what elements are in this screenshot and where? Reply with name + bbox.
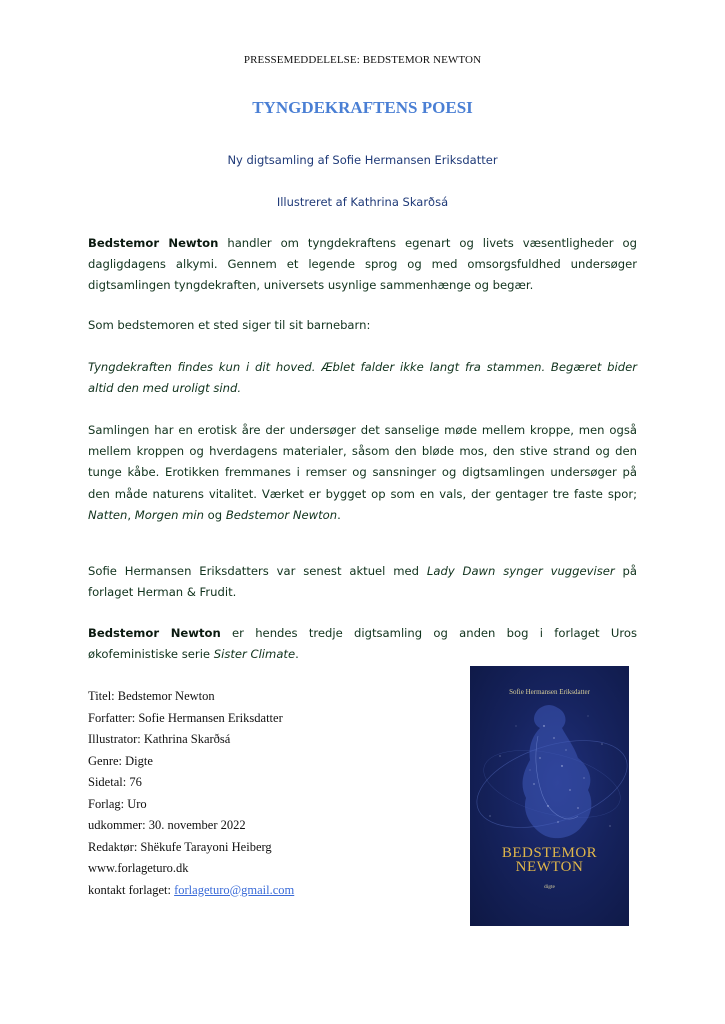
detail-website: www.forlageturo.dk [88,861,189,875]
detail-pages: Sidetal: 76 [88,775,142,789]
paragraph-text: Samlingen har en erotisk åre der undersøger det sanselige møde mellem kroppe, men også mellem kroppen og hverdagens materialer, såsom den bløde mos, den stive strand og den tunge kåbe. Erotikken fremmanes i remser og sansninger og digtsamlingen undersøger på den måde naturens vitalitet. Værket er bygget op som en vals, der gentager tre faste spor; [88,423,637,501]
series-name: Sister Climate [213,647,296,662]
paragraph-erotic [88,420,637,526]
cover-title [470,846,629,874]
book-details [88,686,294,901]
book-cover-image [470,666,629,926]
detail-author: Forfatter: Sofie Hermansen Eriksdatter [88,710,283,725]
contact-email-link[interactable]: forlageturo@gmail.com [174,882,295,897]
paragraph-text: Som bedstemoren et sted siger til sit barnebarn: [88,318,371,332]
detail-genre: Genre: Digte [88,753,153,768]
cover-title-line1: BEDSTEMOR [501,845,598,861]
paragraph-text: Sofie Hermansen Eriksdatters var senest aktuel med [88,564,427,578]
cover-genre: digte [544,884,555,890]
paragraph-series [88,623,637,665]
detail-title: Titel: Bedstemor Newton [88,689,215,703]
paragraph-quote [88,357,637,399]
paragraph-intro [88,233,637,297]
paragraph-text: er hendes tredje digtsamling og anden bog i forlaget Uros økofeministiske serie [88,626,637,662]
contact-label: kontakt forlaget: [88,882,175,897]
book-title-bold: Bedstemor Newton [88,626,221,640]
paragraph-quote-intro [88,315,637,336]
cover-author: Sofie Hermansen Eriksdatter [509,688,590,696]
track-natten: Natten [88,507,128,522]
previous-book-title: Lady Dawn synger vuggeviser [426,564,615,578]
track-morgen-min: Morgen min [134,507,204,522]
separator: , [127,507,135,522]
detail-release-date: udkommer: 30. november 2022 [88,818,246,832]
period: . [337,507,341,522]
detail-editor: Redaktør: Shëkufe Tarayoni Heiberg [88,839,272,854]
period: . [295,647,299,662]
detail-publisher: Forlag: Uro [88,796,147,811]
illustrator-line: Illustreret af Kathrina Skarðsá [276,195,449,209]
quote-text: Tyngdekraften findes kun i dit hoved. Æblet falder ikke langt fra stammen. Begæret bider altid den med uroligt sind. [88,360,637,396]
paragraph-text-end: på forlaget Herman & Frudit. [88,564,637,600]
paragraph-text: handler om tyngdekraftens egenart og livets væsentligheder og dagligdagens alkymi. Gennem et legende sprog og med omsorgsfuldhed undersøger digtsamlingen tyngdekraften, universets usynlige sammenhænge og begær. [88,236,637,293]
subtitle: Ny digtsamling af Sofie Hermansen Eriksdatter [227,153,498,167]
conjunction: og [204,507,226,522]
cover-title-line2: NEWTON [515,859,584,875]
document-header: PRESSEMEDDELELSE: BEDSTEMOR NEWTON [243,54,482,66]
detail-illustrator: Illustrator: Kathrina Skarðsá [88,732,231,746]
detail-contact [88,880,294,902]
book-title-bold: Bedstemor Newton [88,236,219,250]
track-bedstemor-newton: Bedstemor Newton [225,507,338,522]
document-title: TYNGDEKRAFTENS POESI [252,98,473,117]
paragraph-previous-work [88,561,637,603]
